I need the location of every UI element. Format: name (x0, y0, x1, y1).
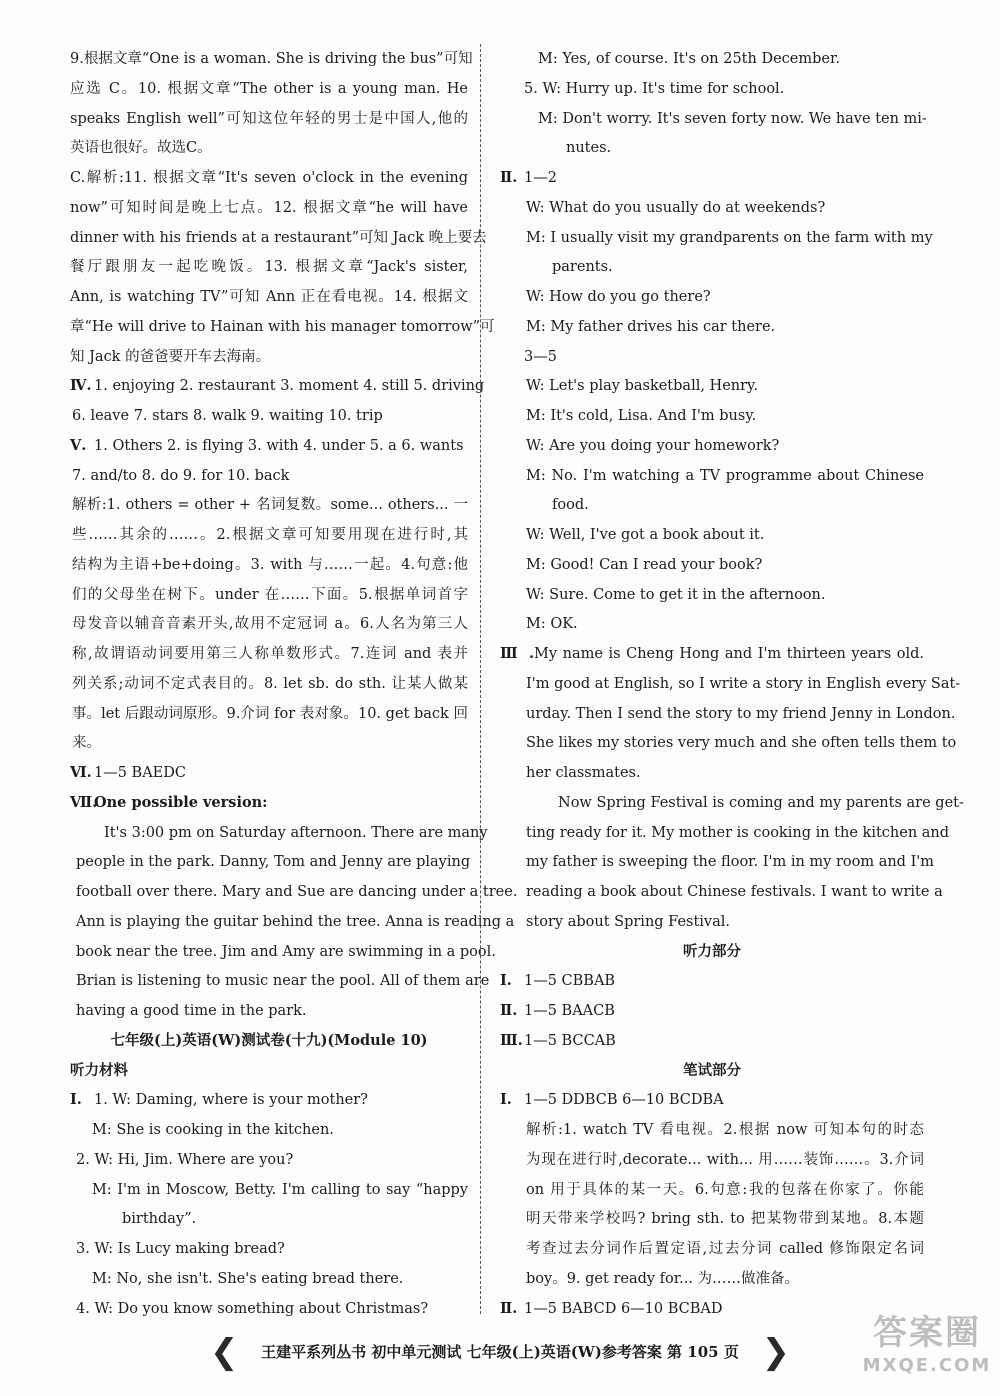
line-content: reading a book about Chinese festivals. I want to write a (526, 884, 943, 900)
line-content: 1—5 BABCD 6—10 BCBAD (524, 1300, 723, 1317)
right-text-line (500, 223, 933, 253)
section-marker: Ⅳ. (70, 377, 92, 395)
right-text-line (500, 788, 964, 818)
line-content: urday. Then I send the story to my friend Jenny in London. (526, 705, 956, 722)
section-marker: Ⅰ. (70, 1091, 82, 1109)
line-content: book near the tree. Jim and Amy are swimming in a pool. (76, 943, 496, 960)
right-text-line (500, 1175, 924, 1205)
line-content: Ann is playing the guitar behind the tree. Anna is reading a (76, 913, 515, 930)
section-marker: Ⅰ. (500, 972, 512, 990)
right-text-line (500, 133, 924, 163)
right-text-line (500, 1056, 924, 1086)
left-text-line (70, 1115, 468, 1145)
line-content: 1. enjoying 2. restaurant 3. moment 4. still 5. driving (94, 378, 485, 395)
right-text-line (500, 1264, 924, 1294)
left-text-line (70, 312, 495, 342)
right-text-line (500, 907, 924, 937)
line-content: 为现在进行时,decorate... with... 用……装饰……。3.介词 (526, 1151, 924, 1168)
footer-text: 王建平系列丛书 初中单元测试 七年级(上)英语(W)参考答案 第 105 页 (261, 1343, 739, 1361)
line-content: 母发音以辅音音素开头,故用不定冠词 a。6.人名为第三人 (72, 616, 468, 633)
line-content: 1—5 BAEDC (94, 765, 186, 781)
right-text-line (500, 937, 924, 967)
left-text-line (70, 461, 468, 491)
right-text-line (500, 74, 924, 104)
left-text-line (70, 1294, 468, 1324)
line-content: 1—2 (524, 170, 557, 186)
line-content: 餐厅跟朋友一起吃晚饭。13. 根据文章“Jack's sister, (70, 259, 468, 276)
left-text-line (70, 847, 471, 877)
left-text-line (70, 282, 468, 312)
left-text-line (70, 996, 468, 1026)
line-content: 2. W: Hi, Jim. Where are you? (76, 1151, 294, 1168)
left-text-line (70, 937, 496, 967)
right-text-line (500, 966, 924, 996)
left-text-line (70, 1204, 468, 1234)
line-content: One possible version: (94, 793, 268, 811)
chevron-left-icon: ❮ (210, 1332, 239, 1372)
line-content: 列关系;动词不定式表目的。8. let sb. do sth. 让某人做某 (72, 675, 468, 692)
line-content: 1. W: Daming, where is your mother? (94, 1092, 368, 1109)
left-text-line (70, 401, 468, 431)
right-text-line (500, 1145, 924, 1175)
left-text-line (70, 44, 473, 74)
line-content: 知 Jack 的爸爸要开车去海南。 (70, 348, 271, 365)
line-content: 考查过去分词作后置定语,过去分词 called 修饰限定名词 (526, 1241, 924, 1257)
watermark-line1: 答案圈 (873, 1313, 981, 1353)
right-text-line (500, 401, 924, 431)
line-content: Ann, is watching TV”可知 Ann 正在看电视。14. 根据文 (70, 289, 468, 305)
left-text-line (70, 1145, 468, 1175)
line-content: 应选 C。10. 根据文章“The other is a young man. He (70, 80, 468, 97)
left-text-line (70, 907, 515, 937)
left-text-line (70, 163, 468, 193)
line-content: C.解析:11. 根据文章“It's seven o'clock in the evening (70, 170, 468, 186)
watermark-logo (862, 1312, 992, 1392)
line-content: W: How do you go there? (526, 289, 711, 305)
left-text-line (70, 580, 468, 610)
right-text-line (500, 609, 924, 639)
left-text-line (70, 877, 518, 907)
right-text-line (500, 669, 961, 699)
line-content: 3—5 (524, 348, 557, 365)
line-content: speaks English well”可知这位年轻的男士是中国人,他的 (70, 110, 468, 127)
chevron-right-icon: ❯ (761, 1332, 790, 1372)
left-text-line (70, 1056, 468, 1086)
right-text-line (500, 193, 924, 223)
left-text-line (70, 639, 468, 669)
left-text-line (70, 699, 468, 729)
left-text-line (70, 609, 468, 639)
right-text-line (500, 1234, 924, 1264)
line-content: M: Don't worry. It's seven forty now. We have ten mi- (538, 110, 927, 127)
line-content: W: Well, I've got a book about it. (526, 527, 765, 543)
left-text-line (70, 342, 468, 372)
section-marker: Ⅱ. (500, 1002, 518, 1019)
section-marker: Ⅶ. (70, 793, 98, 811)
line-content: nutes. (566, 140, 612, 157)
section-marker: Ⅴ. (70, 436, 87, 454)
right-text-line (500, 877, 943, 907)
line-content: 1. Others 2. is flying 3. with 4. under 5. a 6. wants (94, 437, 464, 454)
left-text-line (70, 728, 468, 758)
right-text-line (500, 431, 924, 461)
left-text-line (70, 371, 485, 401)
watermark-line2: MXQE.COM (862, 1355, 992, 1376)
right-text-line (500, 1026, 924, 1056)
line-content: 6. leave 7. stars 8. walk 9. waiting 10. trip (72, 408, 383, 424)
right-text-line (500, 163, 924, 193)
left-text-line (70, 1234, 468, 1264)
section-marker: Ⅲ. (500, 1031, 523, 1049)
left-text-line (70, 520, 468, 550)
right-text-line (500, 371, 924, 401)
line-content: parents. (552, 259, 613, 276)
line-content: W: Sure. Come to get it in the afternoon. (526, 586, 826, 603)
line-content: food. (552, 497, 589, 514)
line-content: Now Spring Festival is coming and my parents are get- (558, 794, 964, 811)
right-text-line (500, 282, 924, 312)
section-marker: Ⅵ. (70, 764, 92, 781)
page-footer (0, 1334, 1000, 1370)
column-divider (480, 44, 481, 1314)
line-content: W: Let's play basketball, Henry. (526, 378, 758, 395)
line-content: M: No, she isn't. She's eating bread there. (92, 1270, 404, 1287)
line-content: 4. W: Do you know something about Christmas? (76, 1300, 429, 1317)
line-content: W: What do you usually do at weekends? (526, 199, 826, 216)
right-text-line (500, 44, 924, 74)
line-content: She likes my stories very much and she often tells them to (526, 735, 957, 752)
right-text-line (500, 1294, 924, 1324)
line-content: on 用于具体的某一天。6.句意:我的包落在你家了。你能 (526, 1181, 924, 1198)
right-text-line (500, 818, 950, 848)
line-content: my father is sweeping the floor. I'm in my room and I'm (526, 854, 935, 871)
line-content: ting ready for it. My mother is cooking in the kitchen and (526, 824, 950, 841)
left-text-line (70, 818, 488, 848)
line-content: having a good time in the park. (76, 1003, 307, 1019)
right-text-line (500, 758, 924, 788)
line-content: people in the park. Danny, Tom and Jenny are playing (76, 854, 471, 871)
right-text-line (500, 699, 956, 729)
line-content: I'm good at English, so I write a story in English every Sat- (526, 675, 961, 692)
left-text-line (70, 1175, 468, 1205)
line-content: 5. W: Hurry up. It's time for school. (524, 80, 785, 97)
right-text-line (500, 252, 924, 282)
line-content: football over there. Mary and Sue are dancing under a tree. (76, 884, 518, 900)
line-content: 些……其余的……。2.根据文章可知要用现在进行时,其 (72, 527, 468, 543)
line-content: M: OK. (526, 616, 578, 633)
line-content: My name is Cheng Hong and I'm thirteen years old. (534, 646, 924, 662)
line-content: 解析:1. others = other + 名词复数。some... others... 一 (72, 497, 468, 514)
left-text-line (70, 490, 468, 520)
line-content: birthday”. (122, 1211, 197, 1228)
line-content: 9.根据文章“One is a woman. She is driving the bus”可知 (70, 51, 473, 67)
right-text-line (500, 847, 935, 877)
line-content: dinner with his friends at a restaurant”可知 Jack 晚上要去 (70, 229, 487, 246)
right-text-line (500, 580, 924, 610)
line-content: M: I'm in Moscow, Betty. I'm calling to say “happy (92, 1181, 468, 1198)
left-text-line (70, 669, 468, 699)
line-content: 英语也很好。故选C。 (70, 140, 212, 157)
line-content: 听力材料 (70, 1061, 128, 1079)
line-content: M: My father drives his car there. (526, 318, 776, 335)
left-text-line (70, 104, 468, 134)
line-content: M: She is cooking in the kitchen. (92, 1122, 334, 1138)
right-text-line (500, 312, 924, 342)
right-text-line (500, 104, 927, 134)
line-content: M: No. I'm watching a TV programme about Chinese (526, 467, 924, 484)
line-content: 结构为主语+be+doing。3. with 与……一起。4.句意:他 (72, 556, 468, 573)
line-content: 笔试部分 (683, 1061, 741, 1079)
line-content: 来。 (72, 735, 101, 752)
line-content: M: I usually visit my grandparents on the farm with my (526, 229, 933, 246)
line-content: M: Yes, of course. It's on 25th December. (538, 51, 840, 67)
line-content: 解析:1. watch TV 看电视。2.根据 now 可知本句的时态 (526, 1122, 924, 1138)
line-content: 明天带来学校吗? bring sth. to 把某物带到某地。8.本题 (526, 1211, 924, 1228)
left-text-line (70, 758, 468, 788)
left-text-line (70, 550, 468, 580)
right-text-line (500, 461, 924, 491)
section-marker: Ⅰ. (500, 1091, 512, 1109)
line-content: 章“He will drive to Hainan with his manager tomorrow”可 (70, 318, 495, 335)
line-content: now”可知时间是晚上七点。12. 根据文章“he will have (70, 199, 468, 216)
line-content: 1—5 BAACB (524, 1003, 615, 1019)
line-content: Brian is listening to music near the pool. All of them are (76, 973, 490, 990)
section-marker: Ⅲ. (500, 645, 534, 662)
line-content: story about Spring Festival. (526, 913, 731, 930)
right-text-line (500, 1115, 924, 1145)
right-text-line (500, 550, 924, 580)
line-content: 3. W: Is Lucy making bread? (76, 1241, 285, 1257)
line-content: 称,故谓语动词要用第三人称单数形式。7.连词 and 表并 (72, 646, 468, 662)
line-content: 7. and/to 8. do 9. for 10. back (72, 467, 290, 484)
line-content: boy。9. get ready for... 为……做准备。 (526, 1270, 800, 1287)
left-text-line (70, 252, 468, 282)
left-text-line (70, 133, 468, 163)
right-text-line (500, 1085, 924, 1115)
left-text-line (70, 431, 468, 461)
left-text-line (70, 223, 487, 253)
right-text-line (500, 728, 957, 758)
line-content: 事。let 后跟动词原形。9.介词 for 表对象。10. get back 回 (72, 705, 468, 722)
right-text-line (500, 996, 924, 1026)
line-content: 1—5 BCCAB (524, 1032, 616, 1049)
section-marker: Ⅱ. (500, 1299, 518, 1317)
line-content: 1—5 DDBCB 6—10 BCDBA (524, 1092, 724, 1109)
left-text-line (70, 966, 490, 996)
line-content: 们的父母坐在树下。under 在……下面。5.根据单词首字 (72, 586, 468, 603)
line-content: 1—5 CBBAB (524, 973, 616, 990)
left-text-line (70, 788, 468, 818)
left-text-line (70, 1264, 468, 1294)
left-text-line (70, 193, 468, 223)
left-text-line (70, 1085, 468, 1115)
line-content: M: Good! Can I read your book? (526, 556, 763, 573)
right-text-line (500, 520, 924, 550)
section-marker: Ⅱ. (500, 169, 518, 186)
right-text-line (500, 639, 924, 669)
right-text-line (500, 342, 924, 372)
right-text-line (500, 490, 924, 520)
left-text-line (70, 74, 468, 104)
line-content: 七年级(上)英语(W)测试卷(十九)(Module 10) (110, 1031, 428, 1049)
line-content: 听力部分 (683, 942, 741, 960)
line-content: her classmates. (526, 765, 641, 781)
left-text-line (70, 1026, 468, 1056)
line-content: It's 3:00 pm on Saturday afternoon. There are many (104, 824, 488, 841)
line-content: M: It's cold, Lisa. And I'm busy. (526, 408, 757, 424)
right-text-line (500, 1204, 924, 1234)
line-content: W: Are you doing your homework? (526, 437, 780, 454)
